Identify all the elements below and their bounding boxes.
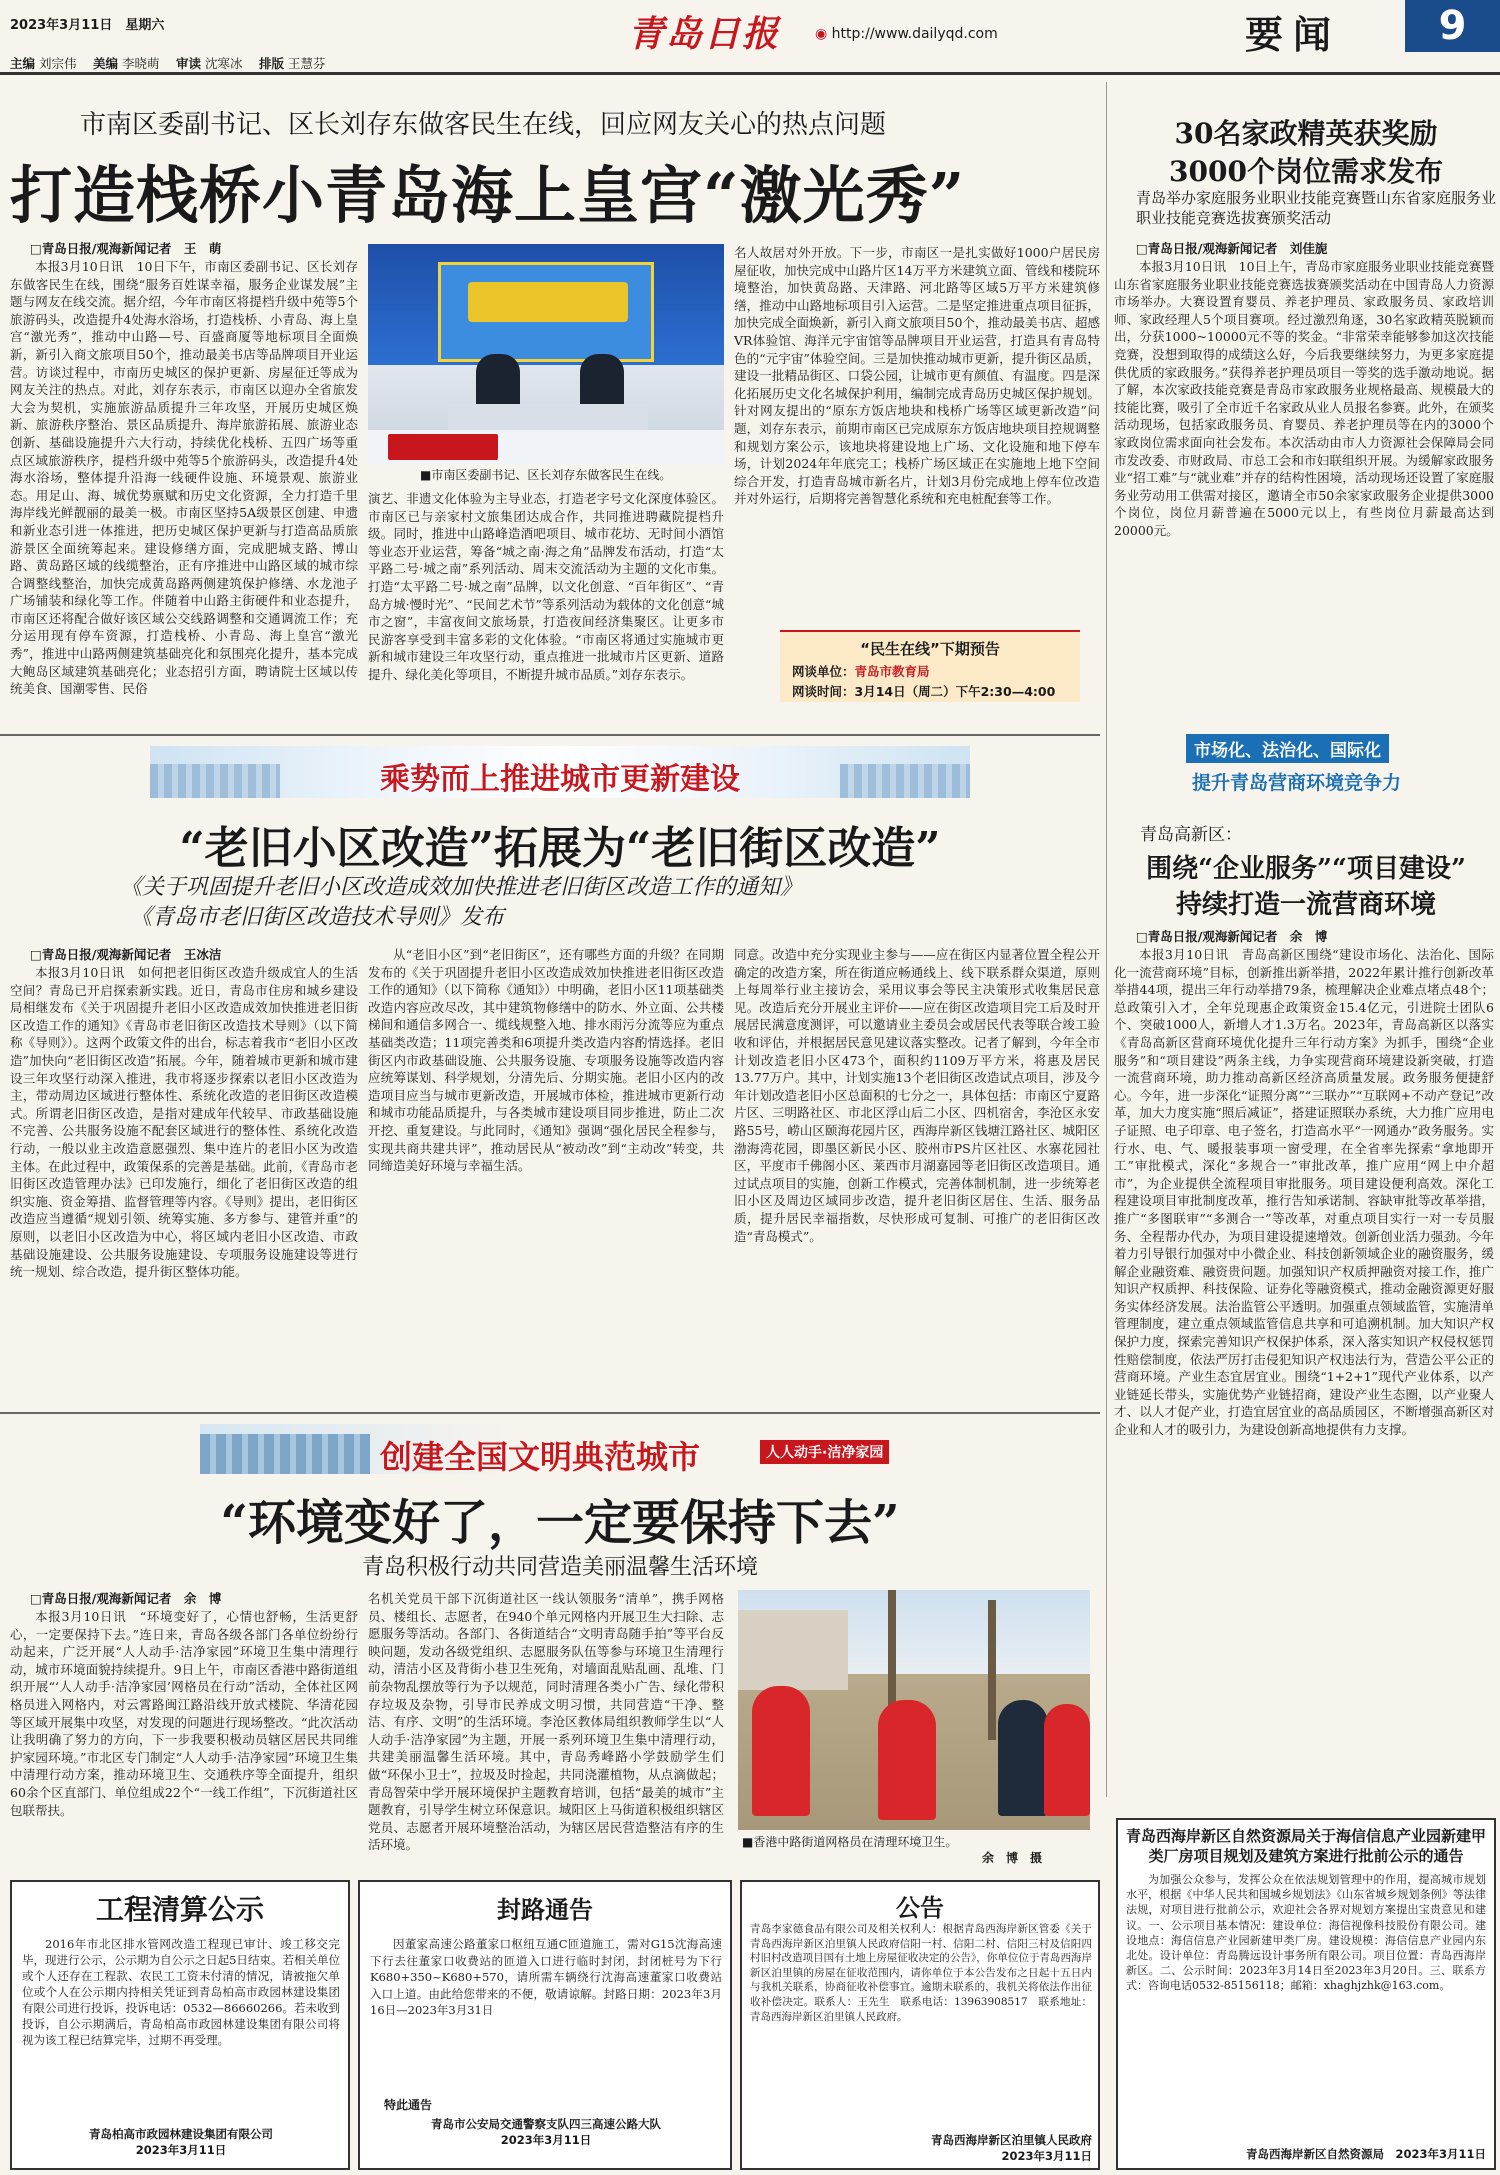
right-1-headline-1: 30名家政精英获奖励 [1174,117,1438,150]
article-2-col3: 同意。改造中充分实现业主参与——应在街区内显著位置全程公开确定的改造方案，所在街道应畅通线上、线下联系群众渠道，原则上每周举行业主接访会，采用议事会等民主决策形式收集居民意见。改造后充分开展业主评价——应在街区改造项目完工后及时开展居民满意度测评，可以邀请业主委员会或居民代表等联合竣工验收和评估，并根据居民意见建议落实整改。记者了解到，今年全市计划改造老旧小区473个，面积约1109万平方米，将惠及居民13.77万户。其中，计划实施13个老旧街区改造试点项目，涉及今年计划改造老旧小区总面积的七分之一，具体包括：市南区宁夏路片区、三明路社区、市北区浮山后二小区、四机宿舍，李沧区永安路55号，崂山区颐海花园片区，西海岸新区钱塘江路社区、城阳区渤海湾花园，即墨区新民小区、胶州市PS片区社区、水寨花园社区，平度市千佛阁小区、莱西市月湖嘉园等老旧街区改造项目。通过试点项目的实施，创新工作模式，完善体制机制，进一步统筹老旧小区及周边区域同步改造，提升老旧街区居住、生活、服务品质，提升居民幸福指数，尽快形成可复制、可推广的老旧街区改造“青岛模式”。 [734,947,1100,1244]
banner-skyline-right [840,764,970,798]
right-1-sub: 青岛举办家庭服务业职业技能竞赛暨山东省家庭服务业职业技能竞赛选拔赛颁奖活动 [1136,189,1497,227]
article-1-photo-caption: ■市南区委副书记、区长刘存东做客民生在线。 [420,468,672,482]
right-2-banner-bottom: 提升青岛营商环境竞争力 [1192,772,1402,794]
forecast-guest: 网谈单位：青岛市教育局 [792,664,930,679]
notice-2-body: 因董家高速公路董家口枢纽互通C匝道施工，需对G15沈海高速下行去往董家口收费站的匝道入口进行临时封闭，封闭桩号为下行K680+350~K680+570，请所需车辆绕行沈海高速董家口收费站入口上道。由此给您带来的不便，敬请谅解。封路日期：2023年3月16日—2023年3月31日 [370,1937,722,2017]
right-2-body: 本报3月10日讯 青岛高新区围绕“建设市场化、法治化、国际化一流营商环境”目标，创新推出新举措，2022年累计推行创新改革举措44项，提出三年行动举措79条，梳理解决企业难点堵点48个；总政策引入才，全年兑现惠企政策资金15.4亿元，引进院士团队6个、突破1000人，新增人才1.3万名。2023年，青岛高新区以落实《青岛高新区营商环境优化提升三年行动方案》为抓手，围绕“企业服务”和“项目建设”两条主线，力争实现营商环境建设新突破，打造一流营商环境，助力推动高新区经济高质量发展。政务服务便捷舒心。今年，进一步深化“证照分离”“三联办”“互联网+不动产登记”改革，加大力度实施“照后减证”，搭建证照联办系统，大力推广应用电子证照、电子印章、电子签名，打造高水平“一网通办”政务服务。实行水、电、气、暖报装事项一窗受理，在全省率先探索“拿地即开工”审批模式，深化“多规合一”审批改革，推广应用“网上中介超市”，为企业提供全流程项目审批服务。项目建设便利高效。深化工程建设项目审批制度改革，推行告知承诺制、容缺审批等改革举措，推广“多图联审”“多测合一”等改革，对重点项目实行一对一专员服务、全程帮办代办，为项目建设提速增效。创新创业活力强劲。今年着力引导银行加强对中小微企业、科技创新领域企业的融资服务，缓解企业融资难、融资贵问题。加强知识产权质押融资对接工作，推广知识产权质押、科技保险、证券化等融资模式，推动金融资源更好服务实体经济发展。法治监管公平透明。加强重点领域监管，实施清单管理制度，建立重点领域监管信息共享和可追溯机制。加大知识产权保护力度，探索完善知识产权保护体系，深入落实知识产权侵权惩罚性赔偿制度，依法严厉打击侵犯知识产权违法行为，营造公平公正的营商环境。产业生态宜居宜业。围绕“1+2+1”现代产业体系，以产业链延长带头，实施优势产业链招商，建设产业生态圈，以产业聚人才、以人才促产业，打造宜居宜业的高品质园区，不断增强高新区对企业和人才的吸引力，为建设创新高地提供有力支撑。 [1114,947,1494,1438]
forecast-box [780,630,1080,702]
article-3-banner-tag: 人人动手·洁净家园 [760,1440,889,1464]
banner-skyline [150,764,280,798]
article-1-byline: □青岛日报/观海新闻记者 王 萌 [30,241,222,256]
right-3-notice-title: 青岛西海岸新区自然资源局关于海信信息产业园新建甲类厂房项目规划及建筑方案进行批前公示的通告 [1125,1827,1486,1865]
page-number: 9 [1405,0,1500,52]
right-2-banner [1186,734,1436,804]
forecast-title: “民生在线”下期预告 [860,640,1000,658]
notice-1-title: 工程清算公示 [95,1893,264,1926]
right-2-kicker: 青岛高新区： [1140,825,1242,845]
photo-building [738,1610,848,1690]
article-2-byline: □青岛日报/观海新闻记者 王冰洁 [30,947,222,962]
notice-3-footer: 青岛西海岸新区泊里镇人民政府 2023年3月11日 [931,2133,1092,2163]
forecast-time: 网谈时间：3月14日（周二）下午2:30—4:00 [792,684,1056,699]
article-2-headline: “老旧小区改造”拓展为“老旧街区改造” [179,823,941,874]
article-2-col2: 从“老旧小区”到“老旧街区”，还有哪些方面的升级？在同期发布的《关于巩固提升老旧小区改造成效加快推进老旧街区改造工作的通知》（以下简称《通知》）中明确，老旧小区11项基础类改造内容应改尽改，其中建筑物修缮中的防水、外立面、公共楼梯间和通信多网合一、缆线规整入地、排水雨污分流等应为重点基础类改造；11项完善类和6项提升类改造内容酌情选择。老旧街区内市政基础设施、公共服务设施、专项服务设施等改造内容应统筹谋划、科学规划，分清先后、分期实施。老旧小区内的改造项目应当与城市更新改造，开展城市体检，推进城市更新行动和城市功能品质提升，与各类城市建设项目同步推进，防止二次开挖、重复建设。与此同时，《通知》强调“强化居民全程参与，实现共商共建共评”，推动居民从“被动改”到“主动改”转变，共同缔造美好环境与幸福生活。 [368,947,724,1174]
article-1-photo [368,244,724,464]
staff-line: 主编 刘宗伟 美编 李晓萌 审读 沈寒冰 排版 王慧芬 [10,56,326,71]
masthead [0,0,1500,70]
right-3-notice-footer: 青岛西海岸新区自然资源局 2023年3月11日 [1245,2147,1486,2161]
right-3-notice [1116,1818,1496,2170]
article-3-byline: □青岛日报/观海新闻记者 余 博 [30,1591,222,1606]
article-1-col2: 演艺、非遗文化体验为主导业态，打造老字号文化深度体验区。市南区已与亲家村文旅集团达成合作，共同推进聘藏院提档升级。同时，推进中山路峰造酒吧项目、城市花坊、无时间小酒馆等业态开业运营，筹备“城之南·海之角”品牌发布活动，打造“太平路二号·城之南”系列活动、周末交流活动为主题的文化市集。打造“太平路二号·城之南”品牌，以文化创意、“百年街区”、“青岛方城·慢时光”、“民间艺术节”等系列活动为载体的文化创意“城市之窗”，丰富夜间文旅场景，打造夜间经济集聚区。让更多市民游客享受到丰富多彩的文化体验。“市南区将通过实施城市更新和城市建设三年攻坚行动，重点推进一批城市片区更新、道路提升、绿化美化等项目，不断提升城市品质。”刘存东表示。 [368,491,724,682]
article-3-photo-caption: ■香港中路街道网格员在清理环境卫生。 余 博 摄 [742,1835,1043,1865]
globe-icon: ◉ [815,26,828,42]
article-2-col1: 本报3月10日讯 如何把老旧街区改造升级成宜人的生活空间？青岛已开启探索新实践。近日，青岛市住房和城乡建设局相继发布《关于巩固提升老旧小区改造成效加快推进老旧街区改造工作的通知》《青岛市老旧街区改造技术导则》（以下简称《导则》）。这两个政策文件的出台，标志着我市“老旧小区改造”加快向“老旧街区改造”拓展。今年，随着城市更新和城市建设三年攻坚行动深入推进，我市将逐步探索以老旧小区改造为主，带动周边区域进行整体性、系统化改造的老旧街区改造模式。所谓老旧街区改造，是指对建成年代较早、市政基础设施不完善、公共服务设施不配套区域进行的整体性、系统化改造行动，一般以业主改造意愿强烈、集中连片的老旧小区为改造主体。在此过程中，政策保系的完善是基础。此前，《青岛市老旧街区改造管理办法》已印发施行，细化了老旧街区改造的组织实施、资金筹措、监督管理等内容。《导则》提出，老旧街区改造应当遵循“规划引领、统筹实施、多方参与、建管并重”的原则，以老旧小区改造为中心，将区域内老旧小区改造、市政基础设施建设、公共服务设施建设、专项服务设施建设等进行统一规划、综合改造，提升街区整体功能。 [10,965,358,1280]
notice-1 [10,1880,350,2170]
right-1-body: 本报3月10日讯 10日上午，青岛市家庭服务业职业技能竞赛暨山东省家庭服务业职业技能竞赛选拔赛颁奖活动在中国青岛人力资源市场举办。大赛设置育婴员、养老护理员、家政服务员、家政培训师、家政经理人5个项目赛项。经过激烈角逐，30名家政精英脱颖而出，分获1000~10000元不等的奖金。“非常荣幸能够参加这次技能竞赛，没想到取得的成绩这么好，今后我要继续努力，为更多家庭提供优质的家政服务。”获得养老护理员项目一等奖的选手激动地说。据了解，本次家政技能竞赛是青岛市家政服务业规格最高、规模最大的技能比赛，吸引了全市近千名家政从业人员报名参赛。此外，在颁奖活动现场，包括家政服务员、育婴员、养老护理员等在内的3000个家政岗位需求面向社会发布。本次活动由市人力资源社会保障局会同市发改委、市财政局、市总工会和市妇联组织开展。为缓解家政服务业“招工难”与“就业难”并存的结构性困境，活动现场还设置了家庭服务业劳动用工供需对接区，邀请全市50余家家政服务企业提供3000个岗位，岗位月薪普遍在5000元以上，有些岗位月薪最高达到20000元。 [1114,259,1494,538]
article-3-col1: 本报3月10日讯 “环境变好了，心情也舒畅，生活更舒心，一定要保持下去。”连日来，青岛各级各部门各单位纷纷行动起来，广泛开展“人人动手·洁净家园”环境卫生集中清理行动，城市环境面貌持续提升。9日上午，市南区香港中路街道组织开展“‘人人动手·洁净家园’网格员在行动”活动，全体社区网格员进入网格内，对云霄路闽江路沿线开放式楼院、华清花园等区域开展集中攻坚，对发现的问题进行现场整改。“此次活动让我明确了努力的方向，下一步我要积极动员辖区居民共同维护家园环境。”市北区专门制定“人人动手·洁净家园”环境卫生集中清理行动方案，推动环境卫生、交通秩序等全面提升，组织60余个区直部门、单位组成22个“一线工作组”，下沉街道社区包联帮扶。 [10,1609,358,1818]
right-3-notice-body: 为加强公众参与，发挥公众在依法规划管理中的作用，提高城市规划水平，根据《中华人民共和国城乡规划法》《山东省城乡规划条例》等法律法规，对项目进行批前公示，欢迎社会各界对规划方案提出宝贵意见和建议。一、公示项目基本情况：建设单位：海信视像科技股份有限公司。建设地点：海信信息产业园新建甲类厂房。建设规模：海信信息产业园内东北处。设计单位：青岛腾远设计事务所有限公司。项目位置：青岛西海岸新区。二、公示时间：2023年3月14日至2023年3月20日。三、联系方式：咨询电话0532-85156118；邮箱：xhaghjzhk@163.com。 [1126,1873,1486,1993]
section-name: 要闻 [1245,12,1342,57]
column-divider [1106,82,1107,1797]
article-2-banner [150,746,970,798]
article-3-sub: 青岛积极行动共同营造美丽温馨生活环境 [361,1555,758,1580]
article-2-rule [0,734,1100,736]
worker-figure-3 [998,1700,1048,1816]
right-1-byline: □青岛日报/观海新闻记者 刘佳旎 [1136,241,1328,256]
studio-logo-mark [388,434,498,460]
notice-2 [358,1880,732,2170]
notice-1-body: 2016年市北区排水管网改造工程现已审计、竣工移交完毕，现进行公示，公示期为自公示之日起5日结束。若相关单位或个人还存在工程款、农民工工资未付清的情况，请被拖欠单位或个人在公示期内持相关凭证到青岛柏高市政园林建设集团有限公司进行投诉，投诉电话：0532—86660266。若未收到投诉，自公示期满后，青岛柏高市政园林建设集团有限公司将视为该工程已结算完毕，过期不再受理。 [22,1937,340,2047]
right-2-headline-2: 持续打造一流营商环境 [1175,890,1436,920]
right-2-headline-1: 围绕“企业服务”“项目建设” [1146,854,1466,884]
article-3-col2: 名机关党员干部下沉街道社区一线认领服务“清单”，携手网格员、楼组长、志愿者，在940个单元网格内开展卫生大扫除、志愿服务等活动。各部门、各街道结合“文明青岛随手拍”等平台反映问题，发动各级党组织、志愿服务队伍等参与环境卫生清理行动，清洁小区及背街小巷卫生死角，对墙面乱贴乱画、乱堆、门前杂物乱摆放等行为予以规范，同时清理各类小广告、绿化带积存垃圾及杂物，引导市民养成文明习惯，共同营造“干净、整洁、有序、文明”的生活环境。李沧区教体局组织教师学生以“人人动手·洁净家园”为主题，开展一系列环境卫生集中清理行动，共建美丽温馨生活环境。其中，青岛秀峰路小学鼓励学生们做“环保小卫士”，拉圾及时捡起，共同浇灌植物，从点滴做起；青岛智荣中学开展环境保护主题教育培训，包括“最美的城市”主题教育，引导学生树立环保意识。城阳区上马街道积极组织辖区党员、志愿者开展环境整治活动，为辖区居民营造整洁有序的生活环境。 [368,1591,724,1853]
photo-tree-2 [988,1600,996,1740]
worker-figure-4 [1044,1704,1090,1816]
article-3-rule [0,1412,1100,1414]
notice-3 [740,1880,1100,2170]
right-2-byline: □青岛日报/观海新闻记者 余 博 [1136,929,1328,944]
notice-3-title: 公告 [896,1894,944,1922]
article-2-banner-text: 乘势而上推进城市更新建设 [380,762,740,797]
article-2-sub1: 《关于巩固提升老旧小区改造成效加快推进老旧街区改造工作的通知》 [120,875,803,900]
article-1-kicker: 市南区委副书记、区长刘存东做客民生在线，回应网友关心的热点问题 [80,110,887,140]
right-2-banner-top: 市场化、法治化、国际化 [1186,734,1389,763]
notice-1-footer: 青岛柏高市政园林建设集团有限公司 2023年3月11日 [89,2127,273,2157]
notice-2-footer: 青岛市公安局交通警察支队四三高速公路大队 2023年3月11日 [431,2117,661,2147]
masthead-rule [0,72,1500,75]
banner-city-image [200,1434,370,1474]
article-1-headline: 打造栈桥小青岛海上皇宫“激光秀” [10,159,966,232]
article-3-banner-text: 创建全国文明典范城市 [380,1438,701,1476]
article-2-sub2: 《青岛市老旧街区改造技术导则》发布 [130,905,505,930]
article-3-headline: “环境变好了，一定要保持下去” [220,1495,900,1551]
article-1-col1: 本报3月10日讯 10日下午，市南区委副书记、区长刘存东做客民生在线，围绕“服务百姓谋幸福，服务企业谋发展”主题与网友在线交流。据介绍，今年市南区将提档升级中苑等5个旅游码头，改造提升4处海水浴场，打造栈桥、小青岛、海上皇宫“激光秀”，推动中山路—号、百盛商厦等地标项目全面焕新，新引入商文旅项目50个，推动最美书店等品牌项目开业运营。访谈过程中，市南历史城区的保护更新、房屋征迁等成为网友关注的热点。对此，刘存东表示，市南区以迎办全省旅发大会为契机，实施旅游品质提升三年攻坚，开展历史城区焕新、旅游秩序整治、景区品质提升、海岸旅游拓展、旅游业态创新、基础设施提升六大行动，持续优化栈桥、五四广场等重点区域旅游秩序，提档升级中苑等5个旅游码头，改造提升4处海水浴场，整体提升沿海一线硬件设施、环境景观、旅游业态。用足山、海、城优势禀赋和历史文化资源，全力打造千里海岸线光鲜靓丽的最美一极。市南区坚持5A级景区创建、申遗和新业态引进一体推进，把历史城区保护更新与打造高品质旅游景区全面统筹起来。建设修缮方面，完成肥城支路、博山路、黄岛路区域的线缆整治，正有序推进中山路区域的城市综合调整线整治，加快完成黄岛路两侧建筑保护修缮、水龙池子广场铺装和绿化等工作。伴随着中山路主街硬件和业态提升，市南区还将配合做好该区域公交线路调整和交通调流工作；充分运用现有停车资源，打造栈桥、小青岛、海上皇宫“激光秀”，推进中山路两侧建筑基础亮化和氛围亮化提升，基本完成大鲍岛区域建筑基础亮化；业态招引方面，聘请院士区域以传统美食、国潮零售、民俗 [10,259,358,697]
article-3-banner [200,1424,900,1474]
worker-figure-2 [878,1700,936,1820]
masthead-url[interactable]: ◉ http://www.dailyqd.com [815,26,998,42]
notice-2-title: 封路通告 [497,1896,593,1924]
studio-screen-title [468,282,628,322]
article-3-photo [738,1590,1090,1830]
masthead-paper-logo: 青岛日报 [628,13,781,55]
notice-2-footer-label: 特此通告 [384,2098,433,2112]
right-1-headline-2: 3000个岗位需求发布 [1169,155,1443,188]
notice-3-body: 青岛李家德食品有限公司及相关权利人：根据青岛西海岸新区管委《关于青岛西海岸新区泊里镇人民政府信阳一村、信阳二村、信阳三村及信阳四村旧村改造项目国有土地上房屋征收决定的公告》，你单位位于青岛西海岸新区泊里镇的房屋在征收范围内，请你单位于本公告发布之日起十五日内与我机关联系，协商征收补偿事宜。逾期未联系的，我机关将依法作出征收补偿决定。联系人：王先生 联系电话：13963908517 联系地址：青岛西海岸新区泊里镇人民政府。 [750,1923,1092,2023]
article-1-col3: 名人故居对外开放。下一步，市南区一是扎实做好1000户居民房屋征收，加快完成中山路片区14万平方米建筑立面、管线和楼院环境整治，加快黄岛路、天津路、河北路等区域5万平方米建筑修缮，推动中山路地标项目引入运营。二是坚定推进重点项目征拆，加快完成全面焕新，新引入商文旅项目50个，推动最美书店、超感VR体验馆、海洋元宇宙馆等品牌项目开业运营，打造具有青岛特色的“元宇宙”体验空间。三是加快推动城市更新，提升街区品质，建设一批精品街区、口袋公园，让城市更有颜值、有温度。四是深化拓展历史文化名城保护利用，编制完成青岛历史城区保护规划。针对网友提出的“原东方饭店地块和栈桥广场等区域更新改造”问题，刘存东表示，前期市南区已完成原东方饭店地块项目控规调整和规划方案公示，该地块将建设地上广场、文化设施和地下停车场，计划2024年年底完工；栈桥广场区域正在实施地上地下空间综合开发，打造青岛城市新名片，计划3月份完成地上停车位改造并对外运行，后期将完善智慧化系统和充电桩配套等工作。 [734,245,1100,507]
worker-figure-1 [752,1686,810,1816]
masthead-date: 2023年3月11日 星期六 [10,18,165,33]
